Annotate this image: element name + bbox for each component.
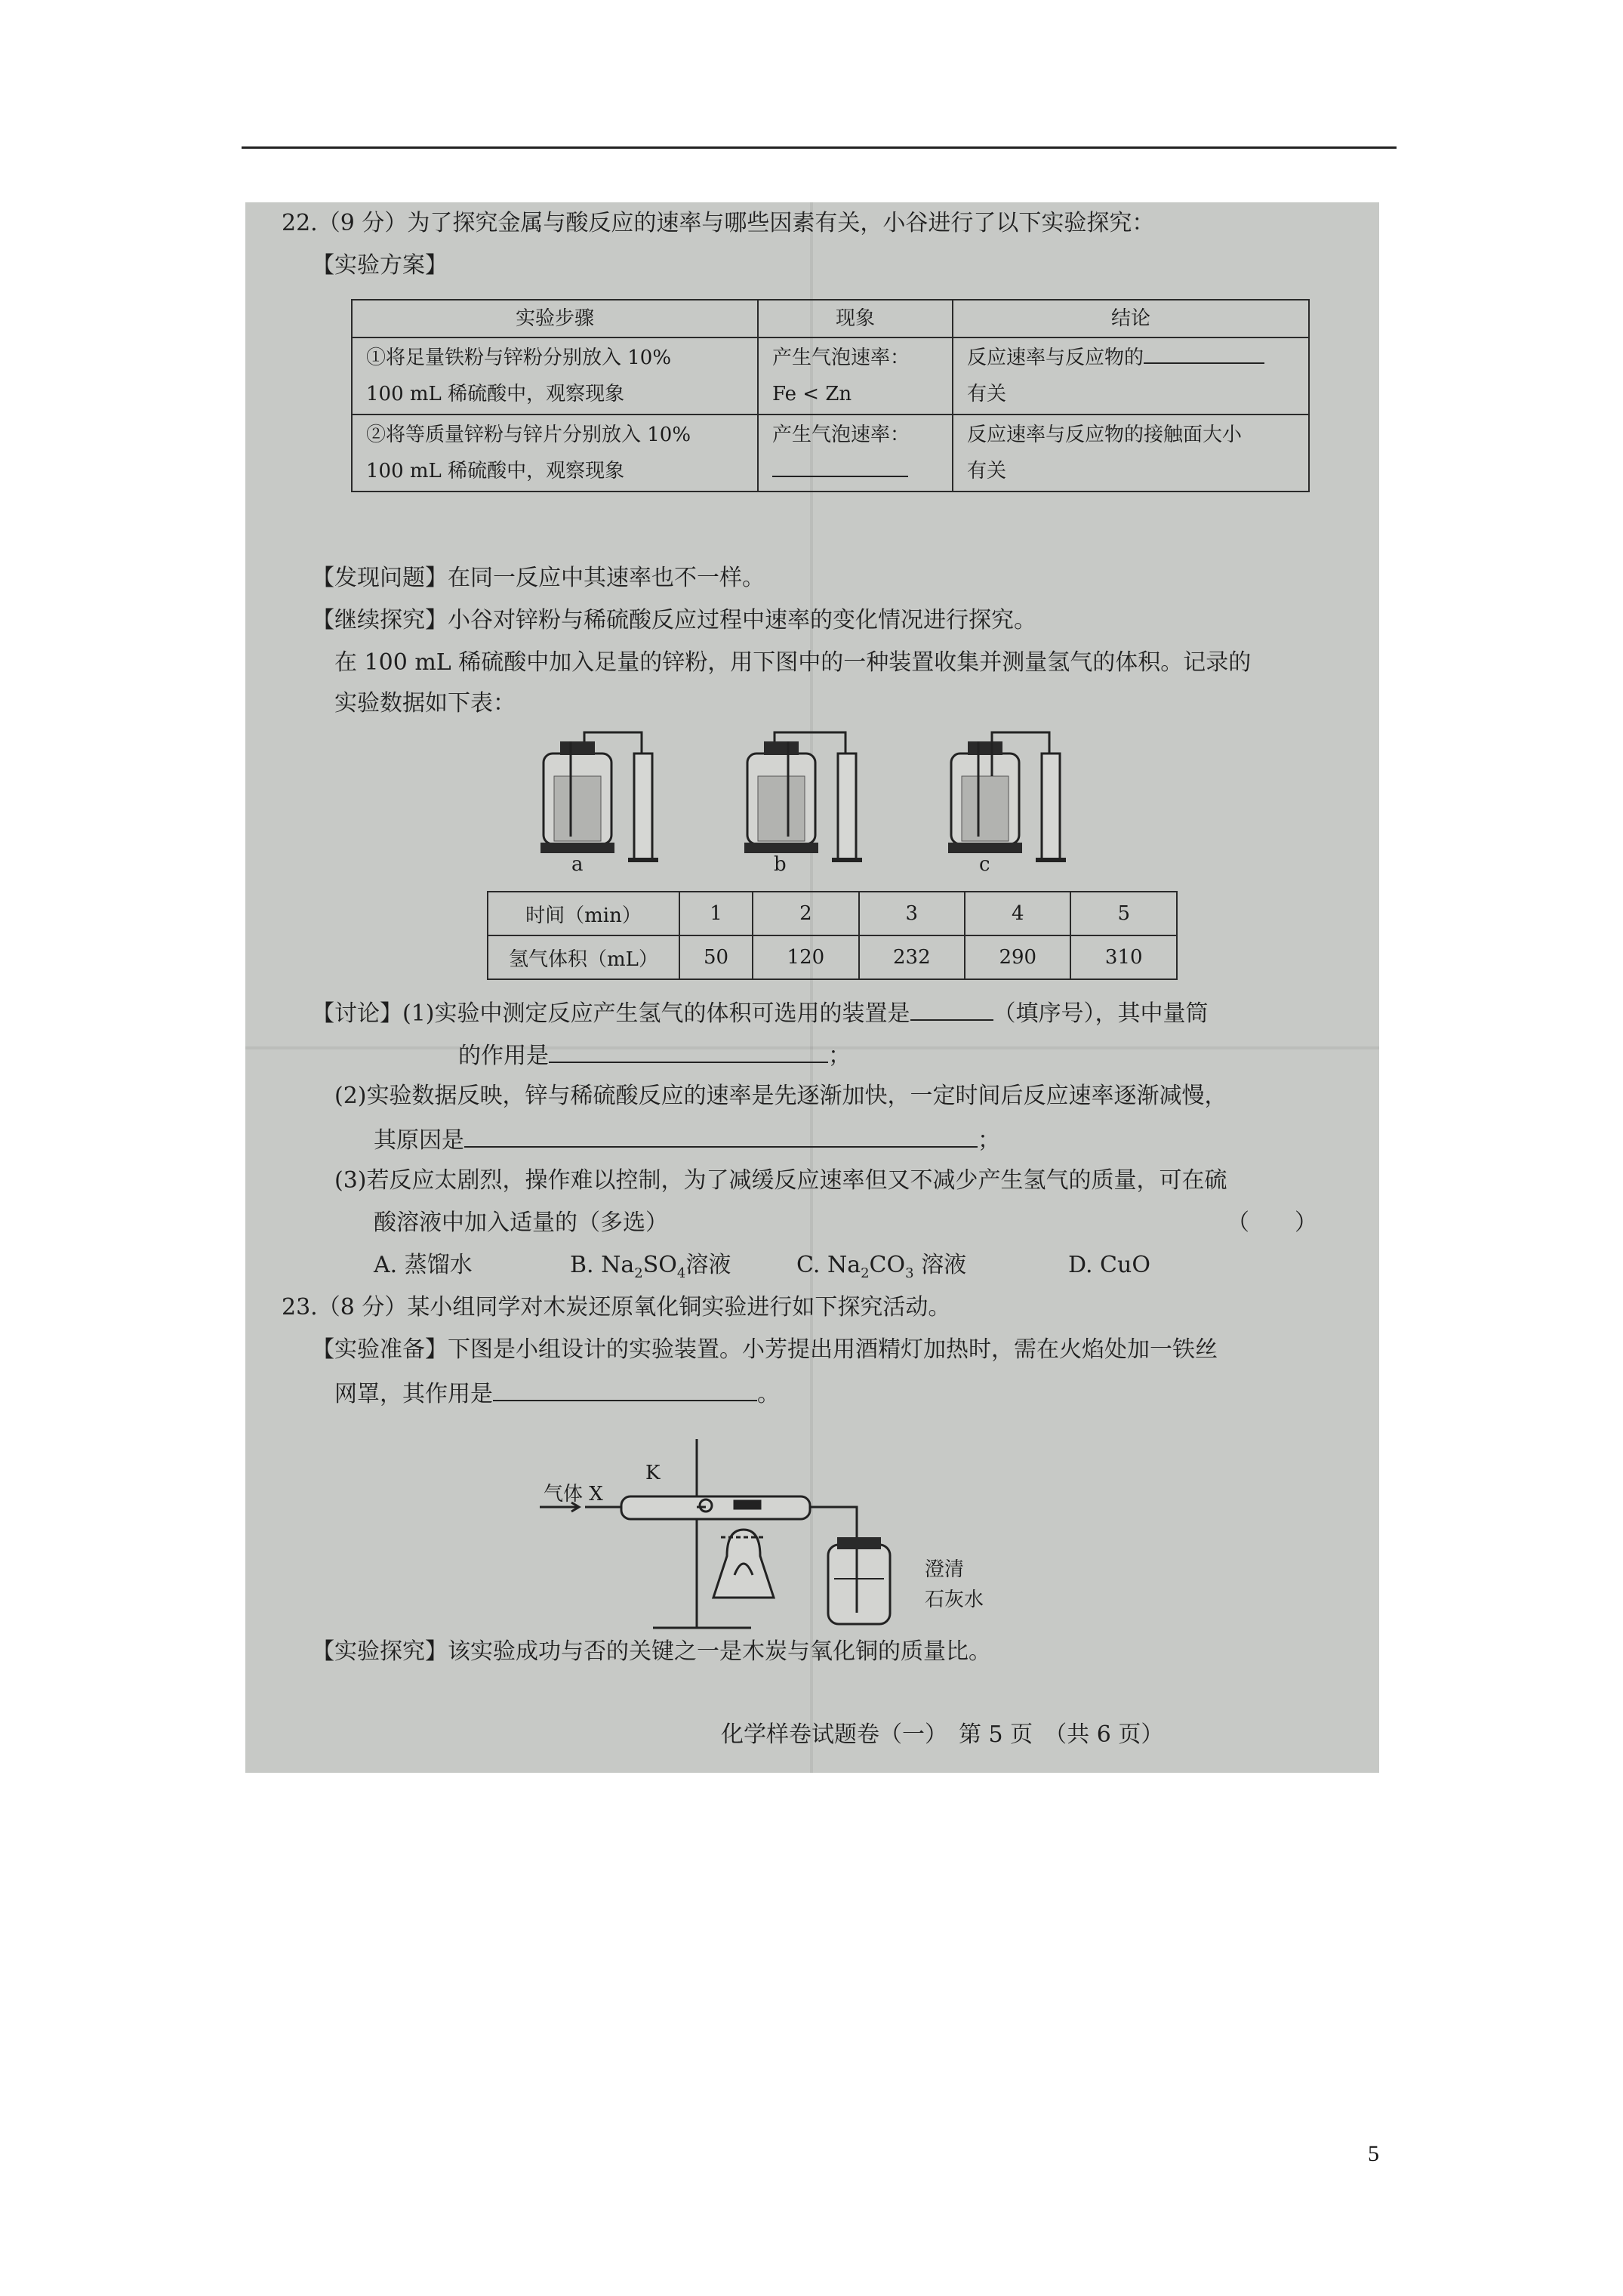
gas-x-label: 气体 X	[544, 1483, 603, 1505]
discussion-1-line-2: 的作用是 ；	[458, 1039, 851, 1071]
scanned-exam-photo	[245, 202, 1379, 1773]
table-row	[352, 415, 1309, 492]
option-c: C. $Na_2CO_3$ 溶液	[796, 1252, 967, 1281]
experiment-plan-table	[351, 299, 1310, 492]
volume-cell: 290	[965, 935, 1070, 979]
header-steps: 实验步骤	[352, 300, 758, 337]
conclusion-cell: 反应速率与反应物的接触面大小 有关	[953, 415, 1309, 492]
header-rule	[242, 146, 1397, 149]
hard-glass-tube	[621, 1496, 810, 1519]
prep-line-1: 【实验准备】下图是小组设计的实验装置。小芳提出用酒精灯加热时，需在火焰处加一铁丝	[312, 1336, 1218, 1363]
volume-cell: 50	[679, 935, 753, 979]
discover-problem: 【发现问题】在同一反应中其速率也不一样。	[312, 565, 765, 591]
volume-cell: 120	[753, 935, 858, 979]
page-number: 5	[1368, 2141, 1379, 2166]
volume-cell: 310	[1070, 935, 1177, 979]
table-header-row	[352, 300, 1309, 337]
valve-k-label: K	[645, 1462, 661, 1484]
continue-explore: 【继续探究】小谷对锌粉与稀硫酸反应过程中速率的变化情况进行探究。	[312, 607, 1036, 633]
option-d: D. CuO	[1068, 1252, 1150, 1278]
limewater-bottle	[828, 1545, 890, 1624]
apparatus-label-b: b	[774, 853, 787, 876]
step-cell: ②将等质量锌粉与锌片分别放入 10% 100 mL 稀硫酸中，观察现象	[352, 415, 758, 492]
explore-line: 【实验探究】该实验成功与否的关键之一是木炭与氧化铜的质量比。	[312, 1638, 991, 1665]
time-cell: 1	[679, 892, 753, 935]
hydrogen-volume-table	[487, 891, 1178, 980]
answer-blank[interactable]	[1144, 340, 1264, 364]
time-cell: 3	[859, 892, 965, 935]
option-b: B. $Na_2SO_4$溶液	[570, 1252, 731, 1281]
time-cell: 2	[753, 892, 858, 935]
conclusion-cell: 反应速率与反应物的 有关	[953, 337, 1309, 415]
prep-line-2: 网罩，其作用是 。	[334, 1377, 780, 1410]
step-cell: ①将足量铁粉与锌粉分别放入 10% 100 mL 稀硫酸中，观察现象	[352, 337, 758, 415]
sample-in-tube	[735, 1501, 760, 1509]
phenomenon-cell: 产生气泡速率： Fe < Zn	[758, 337, 953, 415]
time-cell: 4	[965, 892, 1070, 935]
discussion-2-line: (2)实验数据反映，锌与稀硫酸反应的速率是先逐渐加快，一定时间后反应速率逐渐减慢，	[334, 1083, 1227, 1109]
intro-line-1: 在 100 mL 稀硫酸中加入足量的锌粉，用下图中的一种装置收集并测量氢气的体积。记录的	[334, 649, 1252, 676]
answer-blank[interactable]	[772, 453, 908, 477]
volume-cell: 232	[859, 935, 965, 979]
answer-blank[interactable]	[549, 1039, 828, 1063]
q22-heading: 22.（9 分）为了探究金属与酸反应的速率与哪些因素有关，小谷进行了以下实验探究：	[282, 210, 1155, 236]
apparatus-b	[744, 732, 862, 862]
apparatus-a	[540, 732, 658, 862]
limewater-label-2: 石灰水	[925, 1589, 984, 1611]
header-conclusion: 结论	[953, 300, 1309, 337]
option-a: A. 蒸馏水	[374, 1252, 473, 1278]
page-footer: 化学样卷试题卷（一） 第 5 页 （共 6 页）	[721, 1721, 1164, 1748]
answer-blank[interactable]	[464, 1123, 978, 1148]
discussion-3-line: (3)若反应太剧烈，操作难以控制，为了减缓反应速率但又不减少产生氢气的质量，可在硫	[334, 1167, 1227, 1194]
answer-blank[interactable]	[493, 1377, 757, 1401]
answer-parentheses[interactable]: （ ）	[1227, 1210, 1317, 1236]
table-row	[488, 935, 1177, 979]
apparatus-c	[948, 732, 1066, 862]
intro-line-2: 实验数据如下表：	[334, 690, 516, 717]
answer-blank[interactable]	[910, 997, 993, 1021]
q23-heading: 23.（8 分）某小组同学对木炭还原氧化铜实验进行如下探究活动。	[282, 1294, 951, 1321]
time-cell: 5	[1070, 892, 1177, 935]
apparatus-label-c: c	[979, 853, 990, 876]
header-phenomenon: 现象	[758, 300, 953, 337]
apparatus-label-a: a	[571, 853, 584, 876]
volume-label-cell: 氢气体积（mL）	[488, 935, 679, 979]
plan-label: 【实验方案】	[312, 252, 448, 279]
discussion-1-line: 【讨论】(1)实验中测定反应产生氢气的体积可选用的装置是 （填序号），其中量筒	[312, 997, 1209, 1029]
gas-collection-apparatus-figure	[245, 723, 1379, 882]
time-label-cell: 时间（min）	[488, 892, 679, 935]
table-row	[488, 892, 1177, 935]
discussion-3-line-2: 酸溶液中加入适量的（多选）	[374, 1210, 668, 1236]
phenomenon-cell: 产生气泡速率：	[758, 415, 953, 492]
table-row	[352, 337, 1309, 415]
discussion-2-line-2: 其原因是 ；	[374, 1123, 1000, 1156]
limewater-label-1: 澄清	[925, 1558, 965, 1581]
